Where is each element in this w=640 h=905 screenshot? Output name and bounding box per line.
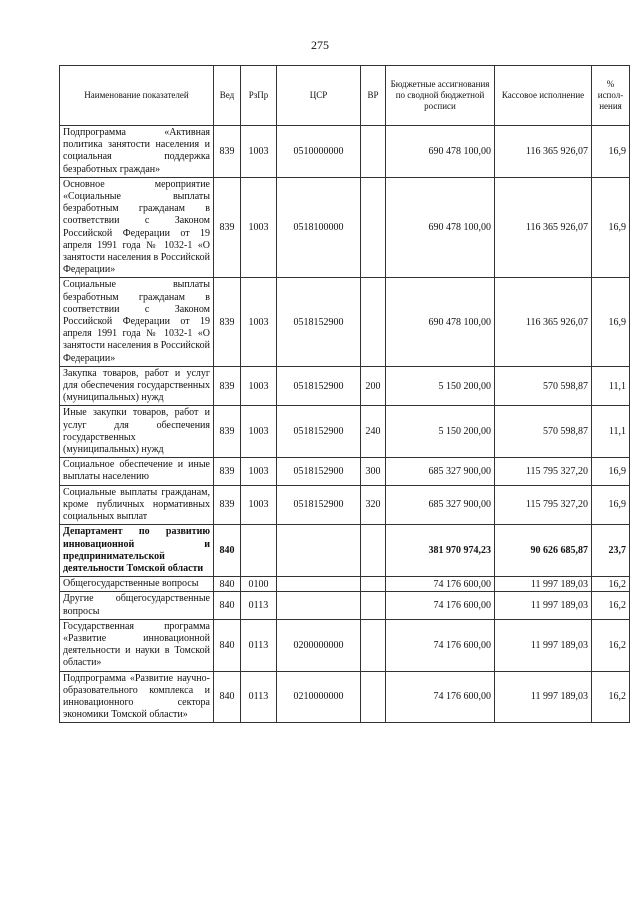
cell-ved: 839 <box>214 366 241 406</box>
header-percent: % испол-нения <box>592 66 630 126</box>
table-row <box>60 458 630 485</box>
table-row <box>60 619 630 671</box>
header-vr: ВР <box>361 66 386 126</box>
cell-budget: 685 327 900,00 <box>386 458 495 485</box>
header-name: Наименование показателей <box>60 66 214 126</box>
cell-cash: 570 598,87 <box>495 406 592 458</box>
cell-vr: 320 <box>361 485 386 525</box>
cell-cash: 115 795 327,20 <box>495 458 592 485</box>
cell-ved: 839 <box>214 458 241 485</box>
cell-rzpr: 0100 <box>241 577 277 592</box>
budget-execution-table <box>59 65 630 723</box>
cell-csr: 0210000000 <box>277 671 361 723</box>
cell-percent: 11,1 <box>592 406 630 458</box>
cell-csr <box>277 525 361 577</box>
cell-cash: 116 365 926,07 <box>495 177 592 278</box>
cell-vr <box>361 177 386 278</box>
table-row <box>60 406 630 458</box>
cell-rzpr: 1003 <box>241 278 277 366</box>
cell-cash: 11 997 189,03 <box>495 592 592 619</box>
table-row <box>60 671 630 723</box>
cell-cash: 11 997 189,03 <box>495 577 592 592</box>
cell-ved: 839 <box>214 278 241 366</box>
cell-vr <box>361 619 386 671</box>
cell-ved: 840 <box>214 577 241 592</box>
cell-rzpr: 1003 <box>241 126 277 178</box>
cell-csr: 0518152900 <box>277 366 361 406</box>
cell-name: Подпрограмма «Развитие научно-образовательного комплекса и инновационного сектора экономики Томской области» <box>60 671 214 723</box>
cell-budget: 690 478 100,00 <box>386 126 495 178</box>
cell-vr: 200 <box>361 366 386 406</box>
table-row <box>60 278 630 366</box>
cell-ved: 839 <box>214 126 241 178</box>
cell-csr <box>277 592 361 619</box>
cell-cash: 570 598,87 <box>495 366 592 406</box>
cell-vr <box>361 126 386 178</box>
cell-percent: 11,1 <box>592 366 630 406</box>
cell-name: Государственная программа «Развитие инновационной деятельности и науки в Томской области» <box>60 619 214 671</box>
cell-vr: 240 <box>361 406 386 458</box>
table-body <box>60 126 630 723</box>
cell-name: Социальное обеспечение и иные выплаты населению <box>60 458 214 485</box>
header-csr: ЦСР <box>277 66 361 126</box>
cell-csr: 0518152900 <box>277 458 361 485</box>
table-row <box>60 177 630 278</box>
header-budget: Бюджетные ассигнования по сводной бюджетной росписи <box>386 66 495 126</box>
cell-percent: 16,2 <box>592 592 630 619</box>
cell-percent: 16,9 <box>592 278 630 366</box>
page-number: 275 <box>311 38 329 52</box>
cell-ved: 840 <box>214 619 241 671</box>
table-row <box>60 577 630 592</box>
cell-budget: 690 478 100,00 <box>386 177 495 278</box>
cell-name: Другие общегосударственные вопросы <box>60 592 214 619</box>
cell-rzpr: 1003 <box>241 177 277 278</box>
cell-budget: 381 970 974,23 <box>386 525 495 577</box>
cell-percent: 16,9 <box>592 126 630 178</box>
cell-percent: 16,9 <box>592 177 630 278</box>
cell-percent: 16,9 <box>592 458 630 485</box>
cell-vr <box>361 278 386 366</box>
cell-name: Социальные выплаты безработным гражданам в соответствии с Законом Российской Федерации от 19 апреля 1991 года № 1032-1 «О занятости населения в Российской Федерации» <box>60 278 214 366</box>
cell-cash: 11 997 189,03 <box>495 619 592 671</box>
cell-csr: 0518152900 <box>277 485 361 525</box>
cell-vr <box>361 525 386 577</box>
cell-csr <box>277 577 361 592</box>
cell-rzpr: 1003 <box>241 458 277 485</box>
cell-name: Подпрограмма «Активная политика занятости населения и социальная поддержка безработных граждан» <box>60 126 214 178</box>
cell-csr: 0518152900 <box>277 406 361 458</box>
cell-budget: 5 150 200,00 <box>386 406 495 458</box>
cell-ved: 840 <box>214 592 241 619</box>
cell-name: Основное мероприятие «Социальные выплаты безработным гражданам в соответствии с Законом Российской Федерации от 19 апреля 1991 года № 1032-1 «О занятости населения в Российской Федерации» <box>60 177 214 278</box>
cell-name: Социальные выплаты гражданам, кроме публичных нормативных социальных выплат <box>60 485 214 525</box>
table-row <box>60 592 630 619</box>
cell-cash: 115 795 327,20 <box>495 485 592 525</box>
cell-cash: 116 365 926,07 <box>495 126 592 178</box>
table-row <box>60 485 630 525</box>
cell-ved: 840 <box>214 525 241 577</box>
cell-percent: 16,2 <box>592 577 630 592</box>
cell-rzpr <box>241 525 277 577</box>
cell-name: Департамент по развитию инновационной и предпринимательской деятельности Томской области <box>60 525 214 577</box>
cell-csr: 0200000000 <box>277 619 361 671</box>
cell-rzpr: 0113 <box>241 619 277 671</box>
cell-vr <box>361 577 386 592</box>
cell-budget: 5 150 200,00 <box>386 366 495 406</box>
table-row <box>60 525 630 577</box>
cell-percent: 23,7 <box>592 525 630 577</box>
cell-percent: 16,9 <box>592 485 630 525</box>
table-header-row <box>60 66 630 126</box>
cell-name: Закупка товаров, работ и услуг для обеспечения государственных (муниципальных) нужд <box>60 366 214 406</box>
cell-budget: 690 478 100,00 <box>386 278 495 366</box>
cell-name: Иные закупки товаров, работ и услуг для обеспечения государственных (муниципальных) нужд <box>60 406 214 458</box>
cell-vr <box>361 592 386 619</box>
cell-cash: 11 997 189,03 <box>495 671 592 723</box>
cell-budget: 685 327 900,00 <box>386 485 495 525</box>
cell-rzpr: 1003 <box>241 406 277 458</box>
cell-csr: 0518100000 <box>277 177 361 278</box>
cell-ved: 839 <box>214 177 241 278</box>
cell-csr: 0510000000 <box>277 126 361 178</box>
table-row <box>60 366 630 406</box>
cell-ved: 839 <box>214 406 241 458</box>
cell-rzpr: 0113 <box>241 671 277 723</box>
table-row <box>60 126 630 178</box>
cell-percent: 16,2 <box>592 671 630 723</box>
cell-budget: 74 176 600,00 <box>386 671 495 723</box>
cell-cash: 116 365 926,07 <box>495 278 592 366</box>
header-ved: Вед <box>214 66 241 126</box>
cell-ved: 840 <box>214 671 241 723</box>
cell-cash: 90 626 685,87 <box>495 525 592 577</box>
cell-csr: 0518152900 <box>277 278 361 366</box>
cell-vr: 300 <box>361 458 386 485</box>
header-rzpr: РзПр <box>241 66 277 126</box>
cell-ved: 839 <box>214 485 241 525</box>
cell-budget: 74 176 600,00 <box>386 592 495 619</box>
cell-rzpr: 1003 <box>241 485 277 525</box>
cell-budget: 74 176 600,00 <box>386 619 495 671</box>
cell-name: Общегосударственные вопросы <box>60 577 214 592</box>
cell-rzpr: 0113 <box>241 592 277 619</box>
cell-rzpr: 1003 <box>241 366 277 406</box>
cell-vr <box>361 671 386 723</box>
cell-percent: 16,2 <box>592 619 630 671</box>
cell-budget: 74 176 600,00 <box>386 577 495 592</box>
header-cash: Кассовое исполнение <box>495 66 592 126</box>
